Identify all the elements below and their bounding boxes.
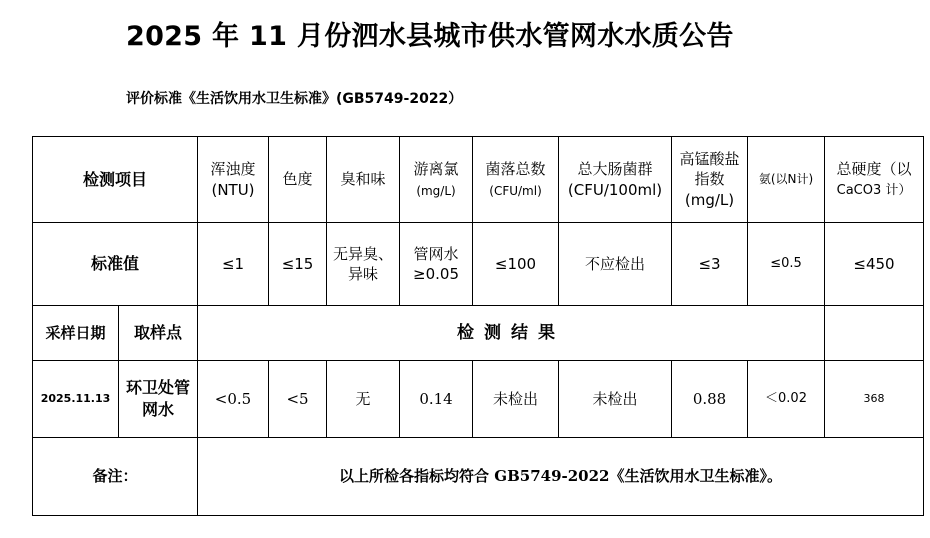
empty-cell [825, 306, 924, 361]
col-ammonia: 氨(以N计) [748, 137, 825, 223]
standard-value: ≤15 [269, 223, 327, 306]
result-value: 无 [327, 361, 400, 438]
standard-value: ≤1 [198, 223, 269, 306]
test-item-header: 检测项目 [33, 137, 198, 223]
remark-row [33, 438, 924, 516]
col-color: 色度 [269, 137, 327, 223]
sample-point-label: 取样点 [119, 306, 198, 361]
col-total-hardness: 总硬度（以 CaCO3 计） [825, 137, 924, 223]
header-row [33, 137, 924, 223]
col-odor-taste: 臭和味 [327, 137, 400, 223]
result-value: 0.14 [400, 361, 473, 438]
standard-value: ≤0.5 [748, 223, 825, 306]
sample-date-label: 采样日期 [33, 306, 119, 361]
standard-value: ≤3 [672, 223, 748, 306]
col-turbidity: 浑浊度 (NTU) [198, 137, 269, 223]
standard-value: ≤450 [825, 223, 924, 306]
result-value: <5 [269, 361, 327, 438]
result-value: 0.88 [672, 361, 748, 438]
results-label: 检测结果 [198, 306, 825, 361]
standard-value: 管网水≥0.05 [400, 223, 473, 306]
standard-value: 不应检出 [559, 223, 672, 306]
col-coliforms: 总大肠菌群 (CFU/100ml) [559, 137, 672, 223]
standard-value: ≤100 [473, 223, 559, 306]
page-title: 2025 年 11 月份泗水县城市供水管网水水质公告 [126, 21, 734, 52]
col-permanganate-index: 高锰酸盐指数 (mg/L) [672, 137, 748, 223]
sample-date: 2025.11.13 [33, 361, 119, 438]
evaluation-standard: 评价标准《生活饮用水卫生标准》(GB5749-2022） [126, 91, 463, 107]
col-free-chlorine: 游离氯 (mg/L) [400, 137, 473, 223]
remark-text: 以上所检各指标均符合 GB5749-2022《生活饮用水卫生标准》。 [198, 438, 924, 516]
standard-value: 无异臭、异味 [327, 223, 400, 306]
water-quality-table [32, 136, 924, 516]
sample-row [33, 361, 924, 438]
result-value: 未检出 [473, 361, 559, 438]
standard-row [33, 223, 924, 306]
result-value: 368 [825, 361, 924, 438]
remark-label: 备注： [33, 438, 198, 516]
result-value: <0.5 [198, 361, 269, 438]
sample-point: 环卫处管网水 [119, 361, 198, 438]
result-value: 未检出 [559, 361, 672, 438]
standard-label: 标准值 [33, 223, 198, 306]
col-bacteria-count: 菌落总数 (CFU/ml) [473, 137, 559, 223]
result-value: ＜0.02 [748, 361, 825, 438]
sample-header-row [33, 306, 924, 361]
